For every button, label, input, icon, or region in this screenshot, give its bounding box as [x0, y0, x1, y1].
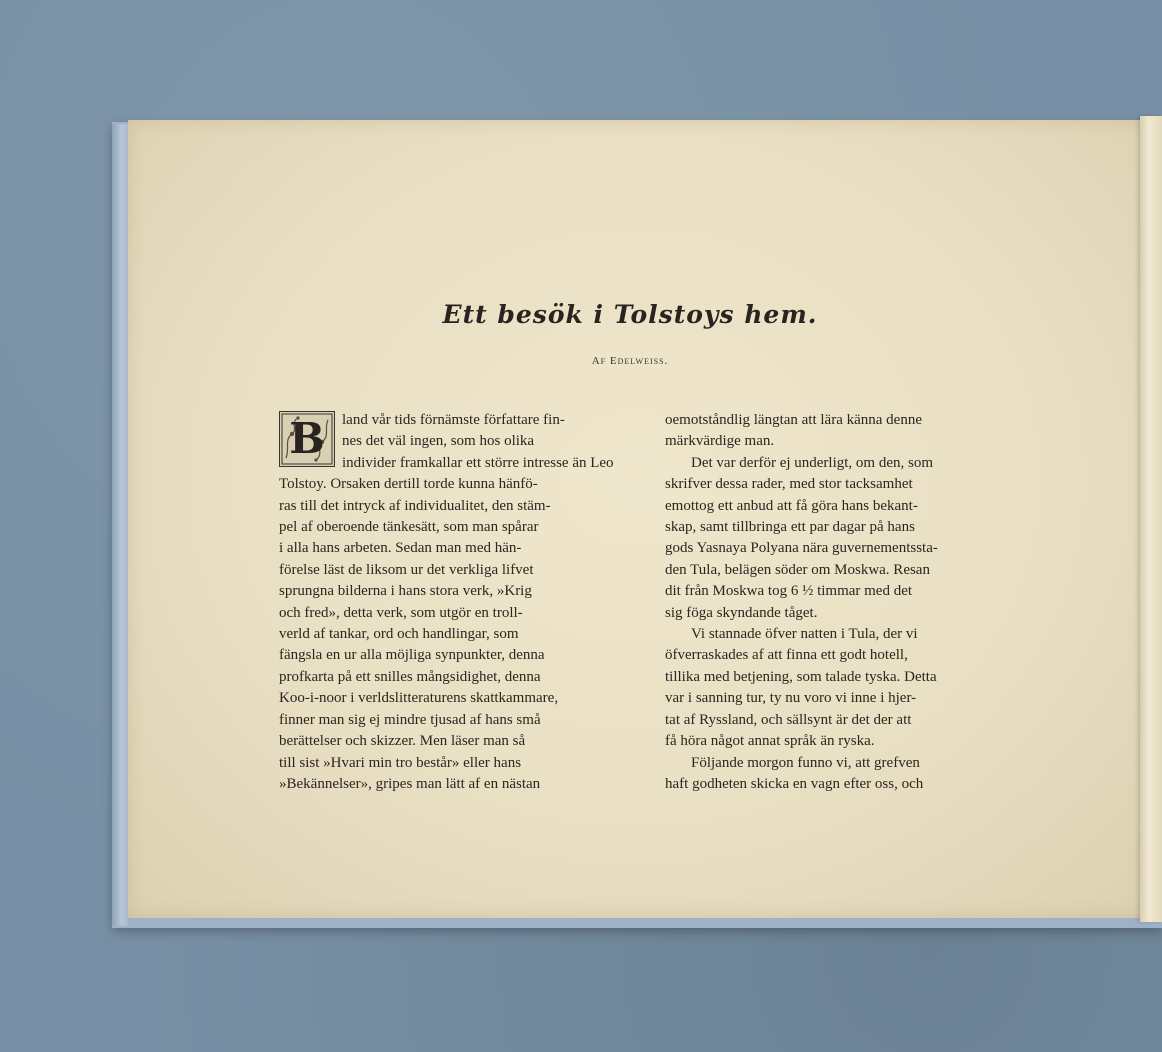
left-column-line: land vår tids förnämste författare fin-: [342, 412, 565, 428]
left-column-line: finner man sig ej mindre tjusad af hans små: [279, 711, 541, 728]
left-column-line: i alla hans arbeten. Sedan man med hän-: [279, 540, 522, 557]
left-column-line: Tolstoy. Orsaken dertill torde kunna hänfö-: [279, 476, 538, 493]
right-column-line: skrifver dessa rader, med stor tacksamhet: [665, 476, 913, 493]
article-byline: Af Edelweiss.: [591, 355, 669, 367]
right-column-line: tat af Ryssland, och sällsynt är det der att: [665, 711, 912, 728]
left-column-line: ras till det intryck af individualitet, den stäm-: [279, 497, 551, 514]
left-column-line: och fred», detta verk, som utgör en troll-: [279, 604, 523, 621]
dropcap-letter: B: [289, 414, 325, 463]
left-column-line: »Bekännelser», gripes man lätt af en nästan: [279, 775, 541, 792]
right-column-line: gods Yasnaya Polyana nära guvernementssta-: [665, 540, 938, 557]
right-column-line: sig föga skyndande tåget.: [665, 604, 818, 621]
right-column: [665, 410, 1010, 795]
article-title: Ett besök i Tolstoys hem.: [442, 300, 818, 329]
right-column-line: Det var derför ej underligt, om den, som: [691, 454, 934, 471]
left-column-line: individer framkallar ett större intresse än Leo: [342, 454, 614, 471]
left-column-line: förelse läst de liksom ur det verkliga lifvet: [279, 561, 534, 578]
left-column-text: [279, 410, 624, 795]
page-fold: [1140, 116, 1162, 922]
right-column-line: dit från Moskwa tog 6 ½ timmar med det: [665, 583, 913, 600]
right-column-line: emottog ett anbud att få göra hans bekant-: [665, 497, 918, 514]
left-column: [279, 410, 624, 795]
right-paragraph-1: [665, 410, 1010, 453]
right-paragraph-4: [665, 753, 1010, 796]
right-column-line: Vi stannade öfver natten i Tula, der vi: [691, 626, 918, 643]
right-column-line: tillika med betjening, som talade tyska. Detta: [665, 668, 937, 685]
left-column-line: verld af tankar, ord och handlingar, som: [279, 626, 519, 643]
ornamental-initial-icon: [279, 411, 335, 467]
right-column-line: oemotståndlig längtan att lära känna denne: [665, 412, 922, 428]
right-paragraph-2: [665, 453, 1010, 624]
left-column-line: profkarta på ett snilles mångsidighet, denna: [279, 668, 541, 685]
right-column-line: skap, samt tillbringa ett par dagar på hans: [665, 519, 915, 536]
left-column-line: till sist »Hvari min tro består» eller hans: [279, 754, 522, 771]
cover-edge: [112, 124, 128, 926]
right-column-line: var i sanning tur, ty nu voro vi inne i hjer-: [665, 690, 917, 707]
right-column-line: haft godheten skicka en vagn efter oss, och: [665, 775, 924, 792]
right-column-line: märkvärdige man.: [665, 433, 775, 450]
right-paragraph-3: [665, 624, 1010, 752]
left-column-line: Koo-i-noor i verldslitteraturens skattkammare,: [279, 690, 559, 707]
right-column-line: Följande morgon funno vi, att grefven: [691, 754, 920, 771]
right-column-line: den Tula, belägen söder om Moskwa. Resan: [665, 561, 930, 578]
right-column-line: öfverraskades af att finna ett godt hotell,: [665, 647, 908, 664]
left-column-line: sprungna bilderna i hans stora verk, »Krig: [279, 583, 532, 600]
left-column-line: pel af oberoende tänkesätt, som man spårar: [279, 519, 539, 536]
left-column-line: fängsla en ur alla möjliga synpunkter, denna: [279, 647, 545, 664]
right-column-line: få höra något annat språk än ryska.: [665, 733, 875, 750]
left-column-line: berättelser och skizzer. Men läser man så: [279, 733, 526, 750]
left-column-line: nes det väl ingen, som hos olika: [342, 433, 535, 450]
